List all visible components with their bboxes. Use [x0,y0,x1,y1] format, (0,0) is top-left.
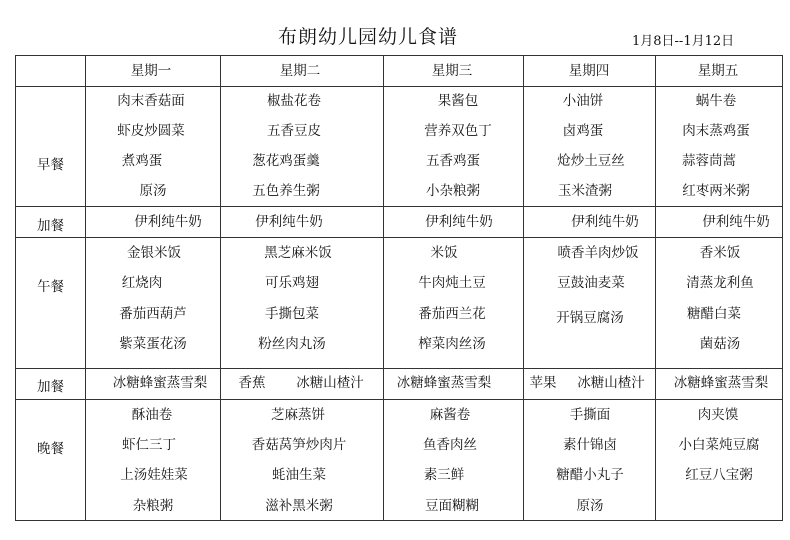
dish: 豆鼓油麦菜 [557,275,625,291]
dish: 葱花鸡蛋羹 [252,153,320,169]
dish: 椒盐花卷 [267,93,321,109]
dish: 虾皮炒圆菜 [117,123,185,139]
dish: 手撕面 [569,407,611,423]
dish: 黑芝麻米饭 [264,245,332,261]
dish: 营养双色丁 [424,123,492,139]
dish: 杂粮粥 [132,498,174,514]
weekday-header: 星期二 [279,63,321,79]
dish: 红豆八宝粥 [685,467,753,483]
dish: 豆面糊糊 [425,498,479,514]
dish: 香米饭 [699,245,741,261]
meal-label-dinner: 晚餐 [37,441,64,457]
meal-label-snack-pm: 加餐 [37,379,64,395]
page-title: 布朗幼儿园幼儿食谱 [278,26,459,48]
row-divider [16,86,782,87]
dish: 手撕包菜 [265,306,319,322]
dish: 榨菜肉丝汤 [418,336,486,352]
dish: 上汤娃娃菜 [120,467,188,483]
dish: 蒜蓉茼蒿 [682,153,736,169]
dish: 小白菜炖豆腐 [678,437,760,453]
dish: 小杂粮粥 [426,183,480,199]
dish: 冰糖蜂蜜蒸雪梨 [396,375,492,391]
dish: 可乐鸡翅 [265,275,319,291]
dish: 蚝油生菜 [272,467,326,483]
dish: 芝麻蒸饼 [271,407,325,423]
dish: 小油饼 [562,93,604,109]
dish: 苹果 [529,375,557,391]
dish: 喷香羊肉炒饭 [557,245,639,261]
dish: 肉夹馍 [697,407,739,423]
dish: 煮鸡蛋 [121,153,163,169]
meal-label-breakfast: 早餐 [37,157,64,173]
col-divider [85,56,86,520]
col-divider [383,56,384,520]
col-divider [220,56,221,520]
dish: 伊利纯牛奶 [134,214,202,230]
dish: 炝炒土豆丝 [557,153,625,169]
weekday-header: 星期四 [568,63,610,79]
menu-table [15,55,783,521]
dish: 原汤 [139,183,167,199]
date-range: 1月8日--1月12日 [632,34,735,49]
dish: 麻酱卷 [429,407,471,423]
dish: 冰糖山楂汁 [296,375,364,391]
dish: 五香豆皮 [267,123,321,139]
dish: 米饭 [430,245,458,261]
row-divider [16,237,782,238]
row-divider [16,399,782,400]
dish: 冰糖蜂蜜蒸雪梨 [112,375,208,391]
dish: 番茄西葫芦 [119,306,187,322]
dish: 五色养生粥 [252,183,320,199]
dish: 香菇莴笋炒肉片 [251,437,347,453]
dish: 伊利纯牛奶 [255,214,323,230]
dish: 金银米饭 [127,245,181,261]
meal-label-snack-am: 加餐 [37,218,64,234]
dish: 五香鸡蛋 [426,153,480,169]
dish: 红烧肉 [121,275,163,291]
dish: 冰糖山楂汁 [577,375,645,391]
weekday-header: 星期五 [697,63,739,79]
dish: 卤鸡蛋 [562,123,604,139]
dish: 鱼香肉丝 [423,437,477,453]
dish: 素三鲜 [423,467,465,483]
dish: 红枣两米粥 [682,183,750,199]
col-divider [523,56,524,520]
row-divider [16,206,782,207]
dish: 肉末蒸鸡蛋 [682,123,750,139]
dish: 紫菜蛋花汤 [119,336,187,352]
row-divider [16,368,782,369]
meal-label-lunch: 午餐 [37,279,64,295]
dish: 虾仁三丁 [122,437,176,453]
dish: 滋补黑米粥 [265,498,333,514]
dish: 玉米渣粥 [558,183,612,199]
dish: 果酱包 [437,93,479,109]
dish: 菌菇汤 [699,336,741,352]
dish: 番茄西兰花 [418,306,486,322]
dish: 清蒸龙利鱼 [686,275,754,291]
dish: 香蕉 [238,375,266,391]
dish: 伊利纯牛奶 [702,214,770,230]
dish: 肉末香菇面 [117,93,185,109]
dish: 伊利纯牛奶 [425,214,493,230]
dish: 素什锦卤 [563,437,617,453]
dish: 原汤 [576,498,604,514]
weekday-header: 星期三 [431,63,473,79]
dish: 酥油卷 [131,407,173,423]
dish: 冰糖蜂蜜蒸雪梨 [673,375,769,391]
dish: 糖醋小丸子 [556,467,624,483]
dish: 伊利纯牛奶 [571,214,639,230]
dish: 糖醋白菜 [687,306,741,322]
dish: 牛肉炖土豆 [418,275,486,291]
dish: 粉丝肉丸汤 [258,336,326,352]
weekday-header: 星期一 [130,63,172,79]
dish: 蜗牛卷 [695,93,737,109]
col-divider [655,56,656,520]
dish: 开锅豆腐汤 [556,310,624,326]
